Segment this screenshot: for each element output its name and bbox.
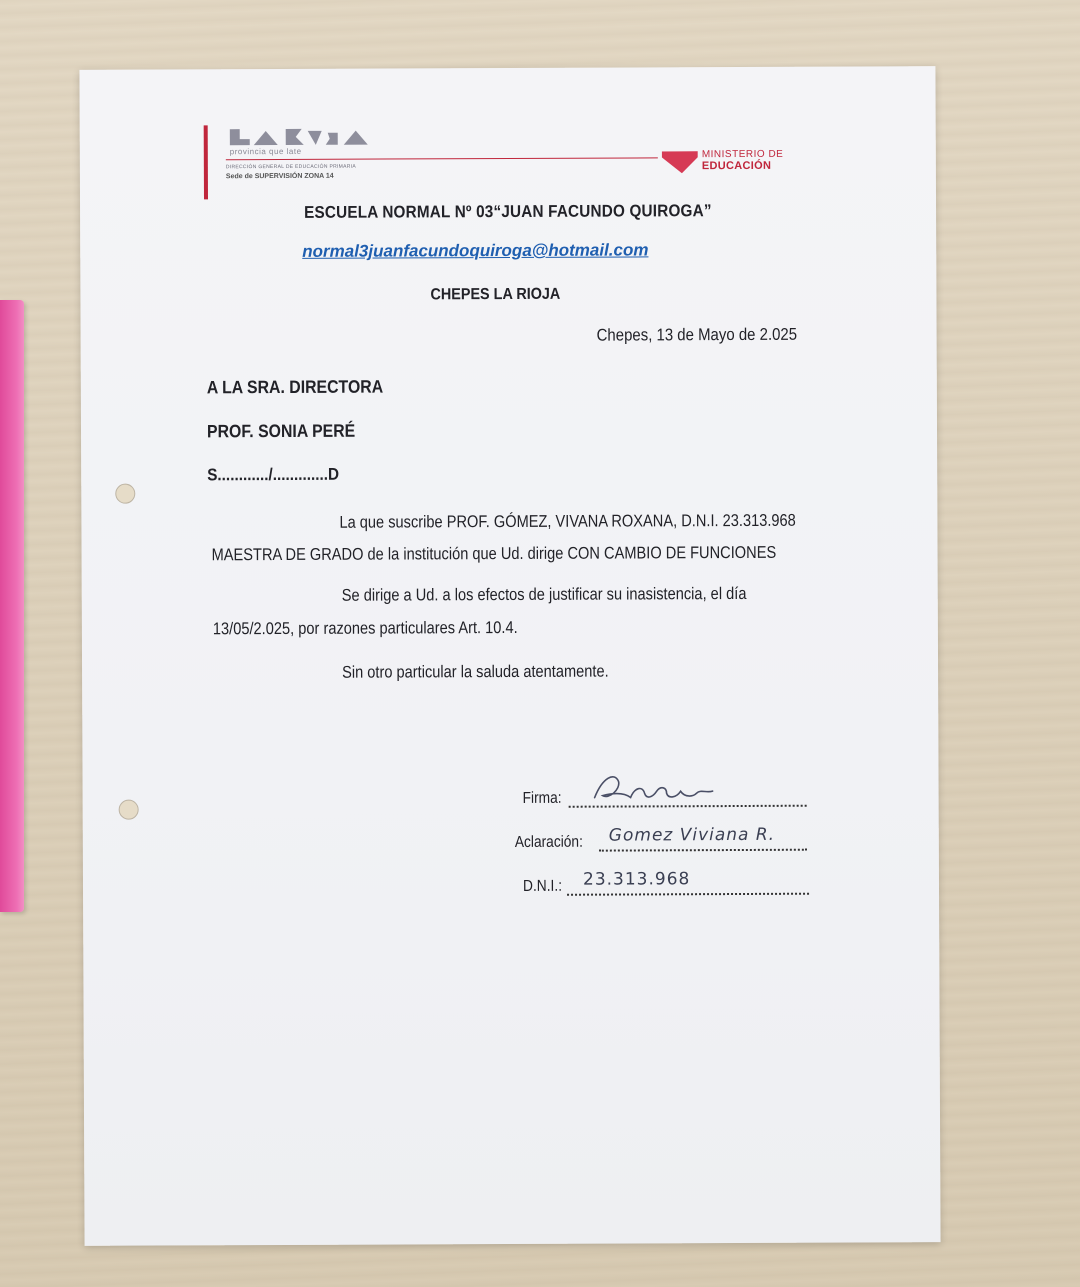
province-tagline: provincia que late [229,146,302,157]
sede-supervision: Sede de SUPERVISIÓN ZONA 14 [225,172,334,181]
paragraph-2-line-2: 13/05/2.025, por razones particulares Art. 10.4. [212,617,518,639]
recipient-name: PROF. SONIA PERÉ [206,420,356,442]
paragraph-2-line-1: Se dirige a Ud. a los efectos de justificar su inasistencia, el día [341,583,747,605]
aclaracion-label: Aclaración: [514,833,583,851]
aclaracion-dotted-line [599,847,807,852]
pink-folder-edge [0,300,24,912]
recipient-salutation: S............/.............D [207,464,340,485]
paragraph-1-line-2: MAESTRA DE GRADO de la institución que Ud. dirige CON CAMBIO DE FUNCIONES [211,542,777,565]
firma-label: Firma: [522,789,562,807]
punch-hole-top [115,484,135,504]
dni-label: D.N.I.: [522,877,563,895]
closing-line: Sin otro particular la saluda atentamente. [342,661,609,682]
school-city: CHEPES LA RIOJA [430,285,561,304]
dni-dotted-line [567,891,809,896]
letter-sheet [79,66,940,1246]
la-rioja-logo [230,127,380,148]
handwritten-signature [588,767,718,808]
letterhead-rule [226,157,658,160]
paragraph-1-line-1: La que suscribe PROF. GÓMEZ, VIVANA ROXANA, D.N.I. 23.313.968 [339,510,796,532]
direccion-general: DIRECCIÓN GENERAL DE EDUCACIÓN PRIMARIA [225,163,357,171]
ministerio-title-line2: EDUCACIÓN [701,159,772,173]
letterhead-accent-bar [204,125,208,199]
ministerio-title-line1: MINISTERIO DE [701,148,784,161]
punch-hole-bottom [119,800,139,820]
aclaracion-handwritten: Gomez Viviana R. [608,824,776,846]
ministerio-logo-icon [662,151,698,173]
school-email-link[interactable]: normal3juanfacundoquiroga@hotmail.com [302,240,649,261]
letter-date: Chepes, 13 de Mayo de 2.025 [596,324,798,345]
recipient-title: A LA SRA. DIRECTORA [206,376,384,398]
school-name: ESCUELA NORMAL Nº 03“JUAN FACUNDO QUIROGA” [304,201,712,222]
dni-handwritten: 23.313.968 [582,869,691,890]
